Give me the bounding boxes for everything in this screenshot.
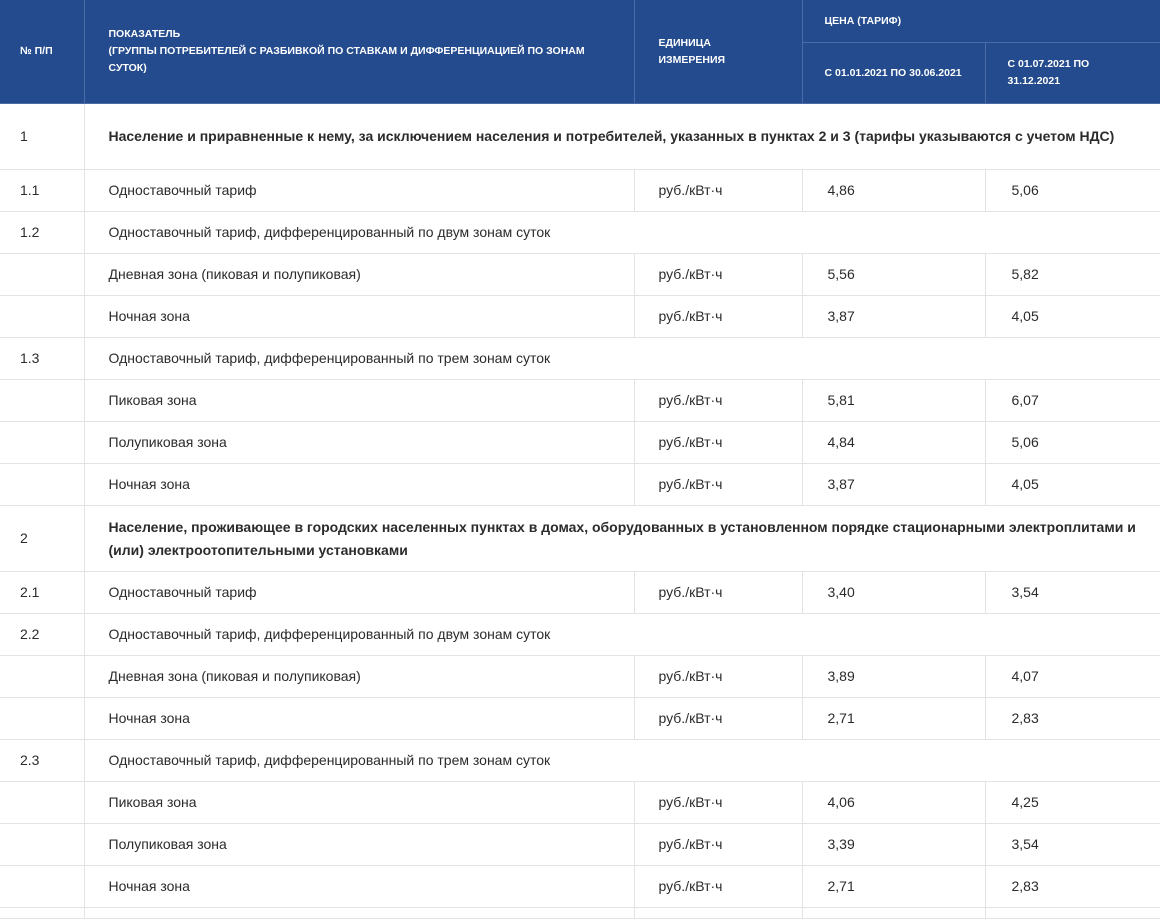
- row-price-period-1: 5,56: [802, 254, 985, 296]
- row-price-period-1: 4,84: [802, 422, 985, 464]
- table-row: [0, 656, 1160, 698]
- row-number: 2.2: [0, 614, 84, 656]
- subsection-title: Одноставочный тариф, дифференцированный по двум зонам суток: [84, 614, 1160, 656]
- table-row: [0, 866, 1160, 908]
- row-unit: руб./кВт·ч: [634, 866, 802, 908]
- row-indicator: Одноставочный тариф: [84, 170, 634, 212]
- row-price-period-2: 2,83: [985, 866, 1160, 908]
- row-unit: руб./кВт·ч: [634, 170, 802, 212]
- table-header: [0, 0, 1160, 104]
- row-number: 1: [0, 104, 84, 170]
- row-indicator: Полупиковая зона: [84, 824, 634, 866]
- subsection-row: [0, 212, 1160, 254]
- row-number: [0, 422, 84, 464]
- header-period-1: С 01.01.2021 ПО 30.06.2021: [802, 43, 985, 104]
- section-row: [0, 104, 1160, 170]
- header-unit: ЕДИНИЦА ИЗМЕРЕНИЯ: [634, 0, 802, 104]
- table-row: [0, 296, 1160, 338]
- empty-cell: [0, 908, 84, 919]
- row-number: 2: [0, 506, 84, 572]
- row-unit: руб./кВт·ч: [634, 698, 802, 740]
- table-row: [0, 254, 1160, 296]
- section-row: [0, 506, 1160, 572]
- row-price-period-2: 3,54: [985, 824, 1160, 866]
- row-price-period-2: 4,05: [985, 296, 1160, 338]
- row-unit: руб./кВт·ч: [634, 296, 802, 338]
- row-price-period-2: 5,06: [985, 170, 1160, 212]
- subsection-title: Одноставочный тариф, дифференцированный по трем зонам суток: [84, 338, 1160, 380]
- row-number: 2.3: [0, 740, 84, 782]
- row-price-period-1: 2,71: [802, 866, 985, 908]
- row-price-period-1: 3,87: [802, 296, 985, 338]
- header-period-2: С 01.07.2021 ПО 31.12.2021: [985, 43, 1160, 104]
- subsection-title: Одноставочный тариф, дифференцированный по трем зонам суток: [84, 740, 1160, 782]
- empty-cell: [634, 908, 802, 919]
- row-price-period-1: 4,06: [802, 782, 985, 824]
- row-unit: руб./кВт·ч: [634, 254, 802, 296]
- row-number: [0, 656, 84, 698]
- row-number: [0, 464, 84, 506]
- row-price-period-1: 3,39: [802, 824, 985, 866]
- row-indicator: Пиковая зона: [84, 380, 634, 422]
- row-price-period-1: 3,89: [802, 656, 985, 698]
- row-unit: руб./кВт·ч: [634, 656, 802, 698]
- header-num: № П/П: [0, 0, 84, 104]
- row-price-period-2: 3,54: [985, 572, 1160, 614]
- header-price: ЦЕНА (ТАРИФ): [802, 0, 1160, 43]
- row-indicator: Дневная зона (пиковая и полупиковая): [84, 254, 634, 296]
- row-indicator: Ночная зона: [84, 866, 634, 908]
- row-number: [0, 824, 84, 866]
- header-indicator-title: ПОКАЗАТЕЛЬ: [108, 28, 181, 40]
- row-price-period-1: 4,86: [802, 170, 985, 212]
- empty-cell: [84, 908, 634, 919]
- row-price-period-2: 5,82: [985, 254, 1160, 296]
- table-row: [0, 698, 1160, 740]
- row-unit: руб./кВт·ч: [634, 824, 802, 866]
- row-number: 1.2: [0, 212, 84, 254]
- row-unit: руб./кВт·ч: [634, 464, 802, 506]
- row-indicator: Дневная зона (пиковая и полупиковая): [84, 656, 634, 698]
- row-indicator: Ночная зона: [84, 464, 634, 506]
- row-unit: руб./кВт·ч: [634, 782, 802, 824]
- table-row: [0, 464, 1160, 506]
- subsection-row: [0, 338, 1160, 380]
- row-price-period-2: 5,06: [985, 422, 1160, 464]
- section-title: Население и приравненные к нему, за исключением населения и потребителей, указанных в пунктах 2 и 3 (тарифы указываются с учетом НДС): [84, 104, 1160, 170]
- table-row: [0, 422, 1160, 464]
- row-number: 2.1: [0, 572, 84, 614]
- empty-cell: [802, 908, 985, 919]
- row-price-period-1: 3,40: [802, 572, 985, 614]
- table-row: [0, 572, 1160, 614]
- row-indicator: Пиковая зона: [84, 782, 634, 824]
- row-price-period-2: 4,07: [985, 656, 1160, 698]
- row-price-period-2: 4,25: [985, 782, 1160, 824]
- row-number: [0, 698, 84, 740]
- row-indicator: Полупиковая зона: [84, 422, 634, 464]
- table-row-partial: [0, 908, 1160, 919]
- row-price-period-2: 2,83: [985, 698, 1160, 740]
- row-unit: руб./кВт·ч: [634, 572, 802, 614]
- row-indicator: Ночная зона: [84, 296, 634, 338]
- table-row: [0, 782, 1160, 824]
- row-number: [0, 380, 84, 422]
- row-price-period-1: 2,71: [802, 698, 985, 740]
- row-number: [0, 782, 84, 824]
- table-body: [0, 104, 1160, 919]
- subsection-title: Одноставочный тариф, дифференцированный по двум зонам суток: [84, 212, 1160, 254]
- table-row: [0, 824, 1160, 866]
- subsection-row: [0, 614, 1160, 656]
- row-number: 1.1: [0, 170, 84, 212]
- header-indicator: [84, 0, 634, 104]
- subsection-row: [0, 740, 1160, 782]
- row-price-period-2: 6,07: [985, 380, 1160, 422]
- row-unit: руб./кВт·ч: [634, 422, 802, 464]
- row-number: 1.3: [0, 338, 84, 380]
- row-price-period-1: 5,81: [802, 380, 985, 422]
- row-indicator: Одноставочный тариф: [84, 572, 634, 614]
- row-indicator: Ночная зона: [84, 698, 634, 740]
- row-unit: руб./кВт·ч: [634, 380, 802, 422]
- section-title: Население, проживающее в городских населенных пунктах в домах, оборудованных в установленном порядке стационарными электроплитами и (или) электроотопительными установками: [84, 506, 1160, 572]
- table-row: [0, 380, 1160, 422]
- row-price-period-1: 3,87: [802, 464, 985, 506]
- empty-cell: [985, 908, 1160, 919]
- table-row: [0, 170, 1160, 212]
- row-number: [0, 254, 84, 296]
- row-price-period-2: 4,05: [985, 464, 1160, 506]
- row-number: [0, 866, 84, 908]
- header-indicator-subtitle: (ГРУППЫ ПОТРЕБИТЕЛЕЙ С РАЗБИВКОЙ ПО СТАВКАМ И ДИФФЕРЕНЦИАЦИЕЙ ПО ЗОНАМ СУТОК): [108, 45, 585, 74]
- row-number: [0, 296, 84, 338]
